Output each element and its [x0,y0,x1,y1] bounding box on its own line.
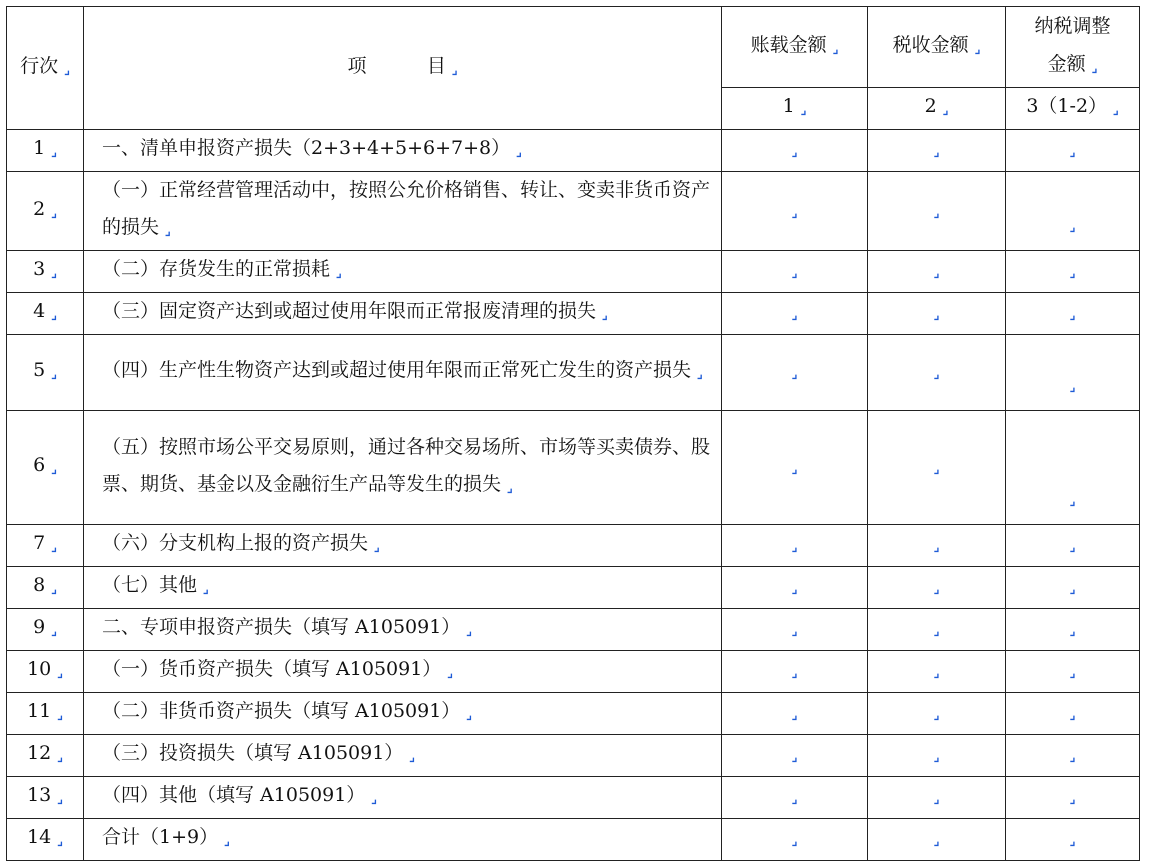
table-row [7,525,1140,567]
book-amount-cell[interactable]: ⌟ [722,335,868,411]
table-row [7,609,1140,651]
tax-amount-cell[interactable]: ⌟ [868,525,1006,567]
row-number: 3 ⌟ [7,251,84,293]
table-row [7,819,1140,861]
row-item-label: （二）非货币资产损失（填写 A105091） ⌟ [84,693,722,735]
row-number: 14 ⌟ [7,819,84,861]
header-num-3: 3（1-2） ⌟ [1006,88,1140,130]
book-amount-cell[interactable]: ⌟ [722,293,868,335]
row-number: 9 ⌟ [7,609,84,651]
row-number: 4 ⌟ [7,293,84,335]
table-row [7,251,1140,293]
adjust-amount-cell[interactable]: ⌟ [1006,335,1140,411]
row-number: 11 ⌟ [7,693,84,735]
header-item: 项 目 ⌟ [84,7,722,130]
adjust-amount-cell[interactable]: ⌟ [1006,567,1140,609]
table-row [7,130,1140,172]
table-row [7,411,1140,525]
table-row [7,335,1140,411]
header-adjust-amount: 纳税调整 金额 ⌟ [1006,7,1140,88]
adjust-amount-cell[interactable]: ⌟ [1006,130,1140,172]
row-item-label: （一）货币资产损失（填写 A105091） ⌟ [84,651,722,693]
tax-amount-cell[interactable]: ⌟ [868,567,1006,609]
tax-amount-cell[interactable]: ⌟ [868,651,1006,693]
row-item-label: （七）其他 ⌟ [84,567,722,609]
row-number: 5 ⌟ [7,335,84,411]
row-item-label: （四）其他（填写 A105091） ⌟ [84,777,722,819]
row-item-label: （五）按照市场公平交易原则，通过各种交易场所、市场等买卖债券、股票、期货、基金以及金融衍生产品等发生的损失 ⌟ [84,411,722,525]
book-amount-cell[interactable]: ⌟ [722,567,868,609]
tax-amount-cell[interactable]: ⌟ [868,777,1006,819]
row-number: 2 ⌟ [7,172,84,251]
row-item-label: 合计（1+9） ⌟ [84,819,722,861]
book-amount-cell[interactable]: ⌟ [722,651,868,693]
tax-amount-cell[interactable]: ⌟ [868,172,1006,251]
adjust-amount-cell[interactable]: ⌟ [1006,735,1140,777]
book-amount-cell[interactable]: ⌟ [722,411,868,525]
adjust-amount-cell[interactable]: ⌟ [1006,819,1140,861]
header-num-1: 1 ⌟ [722,88,868,130]
header-num-2: 2 ⌟ [868,88,1006,130]
adjust-amount-cell[interactable]: ⌟ [1006,777,1140,819]
book-amount-cell[interactable]: ⌟ [722,819,868,861]
header-row-no: 行次 ⌟ [7,7,84,130]
row-item-label: 一、清单申报资产损失（2+3+4+5+6+7+8） ⌟ [84,130,722,172]
row-number: 13 ⌟ [7,777,84,819]
table-body [7,130,1140,861]
row-number: 12 ⌟ [7,735,84,777]
table-row [7,693,1140,735]
adjust-amount-cell[interactable]: ⌟ [1006,293,1140,335]
adjust-amount-cell[interactable]: ⌟ [1006,172,1140,251]
table-row [7,651,1140,693]
row-number: 10 ⌟ [7,651,84,693]
adjust-amount-cell[interactable]: ⌟ [1006,651,1140,693]
asset-loss-table [6,6,1140,861]
book-amount-cell[interactable]: ⌟ [722,777,868,819]
tax-amount-cell[interactable]: ⌟ [868,251,1006,293]
adjust-amount-cell[interactable]: ⌟ [1006,609,1140,651]
row-item-label: （一）正常经营管理活动中，按照公允价格销售、转让、变卖非货币资产的损失 ⌟ [84,172,722,251]
row-item-label: （二）存货发生的正常损耗 ⌟ [84,251,722,293]
book-amount-cell[interactable]: ⌟ [722,172,868,251]
row-item-label: （三）投资损失（填写 A105091） ⌟ [84,735,722,777]
table-row [7,293,1140,335]
row-number: 6 ⌟ [7,411,84,525]
tax-amount-cell[interactable]: ⌟ [868,293,1006,335]
tax-amount-cell[interactable]: ⌟ [868,819,1006,861]
adjust-amount-cell[interactable]: ⌟ [1006,251,1140,293]
tax-amount-cell[interactable]: ⌟ [868,735,1006,777]
row-item-label: （六）分支机构上报的资产损失 ⌟ [84,525,722,567]
table-row [7,567,1140,609]
book-amount-cell[interactable]: ⌟ [722,735,868,777]
row-item-label: 二、专项申报资产损失（填写 A105091） ⌟ [84,609,722,651]
row-number: 1 ⌟ [7,130,84,172]
table-row [7,735,1140,777]
table-row [7,172,1140,251]
header-tax-amount: 税收金额 ⌟ [868,7,1006,88]
tax-amount-cell[interactable]: ⌟ [868,411,1006,525]
table-row [7,777,1140,819]
row-number: 8 ⌟ [7,567,84,609]
tax-amount-cell[interactable]: ⌟ [868,609,1006,651]
book-amount-cell[interactable]: ⌟ [722,525,868,567]
row-number: 7 ⌟ [7,525,84,567]
book-amount-cell[interactable]: ⌟ [722,251,868,293]
tax-amount-cell[interactable]: ⌟ [868,335,1006,411]
book-amount-cell[interactable]: ⌟ [722,130,868,172]
header-book-amount: 账载金额 ⌟ [722,7,868,88]
book-amount-cell[interactable]: ⌟ [722,693,868,735]
adjust-amount-cell[interactable]: ⌟ [1006,411,1140,525]
book-amount-cell[interactable]: ⌟ [722,609,868,651]
row-item-label: （四）生产性生物资产达到或超过使用年限而正常死亡发生的资产损失 ⌟ [84,335,722,411]
adjust-amount-cell[interactable]: ⌟ [1006,693,1140,735]
tax-amount-cell[interactable]: ⌟ [868,693,1006,735]
row-item-label: （三）固定资产达到或超过使用年限而正常报废清理的损失 ⌟ [84,293,722,335]
tax-amount-cell[interactable]: ⌟ [868,130,1006,172]
adjust-amount-cell[interactable]: ⌟ [1006,525,1140,567]
